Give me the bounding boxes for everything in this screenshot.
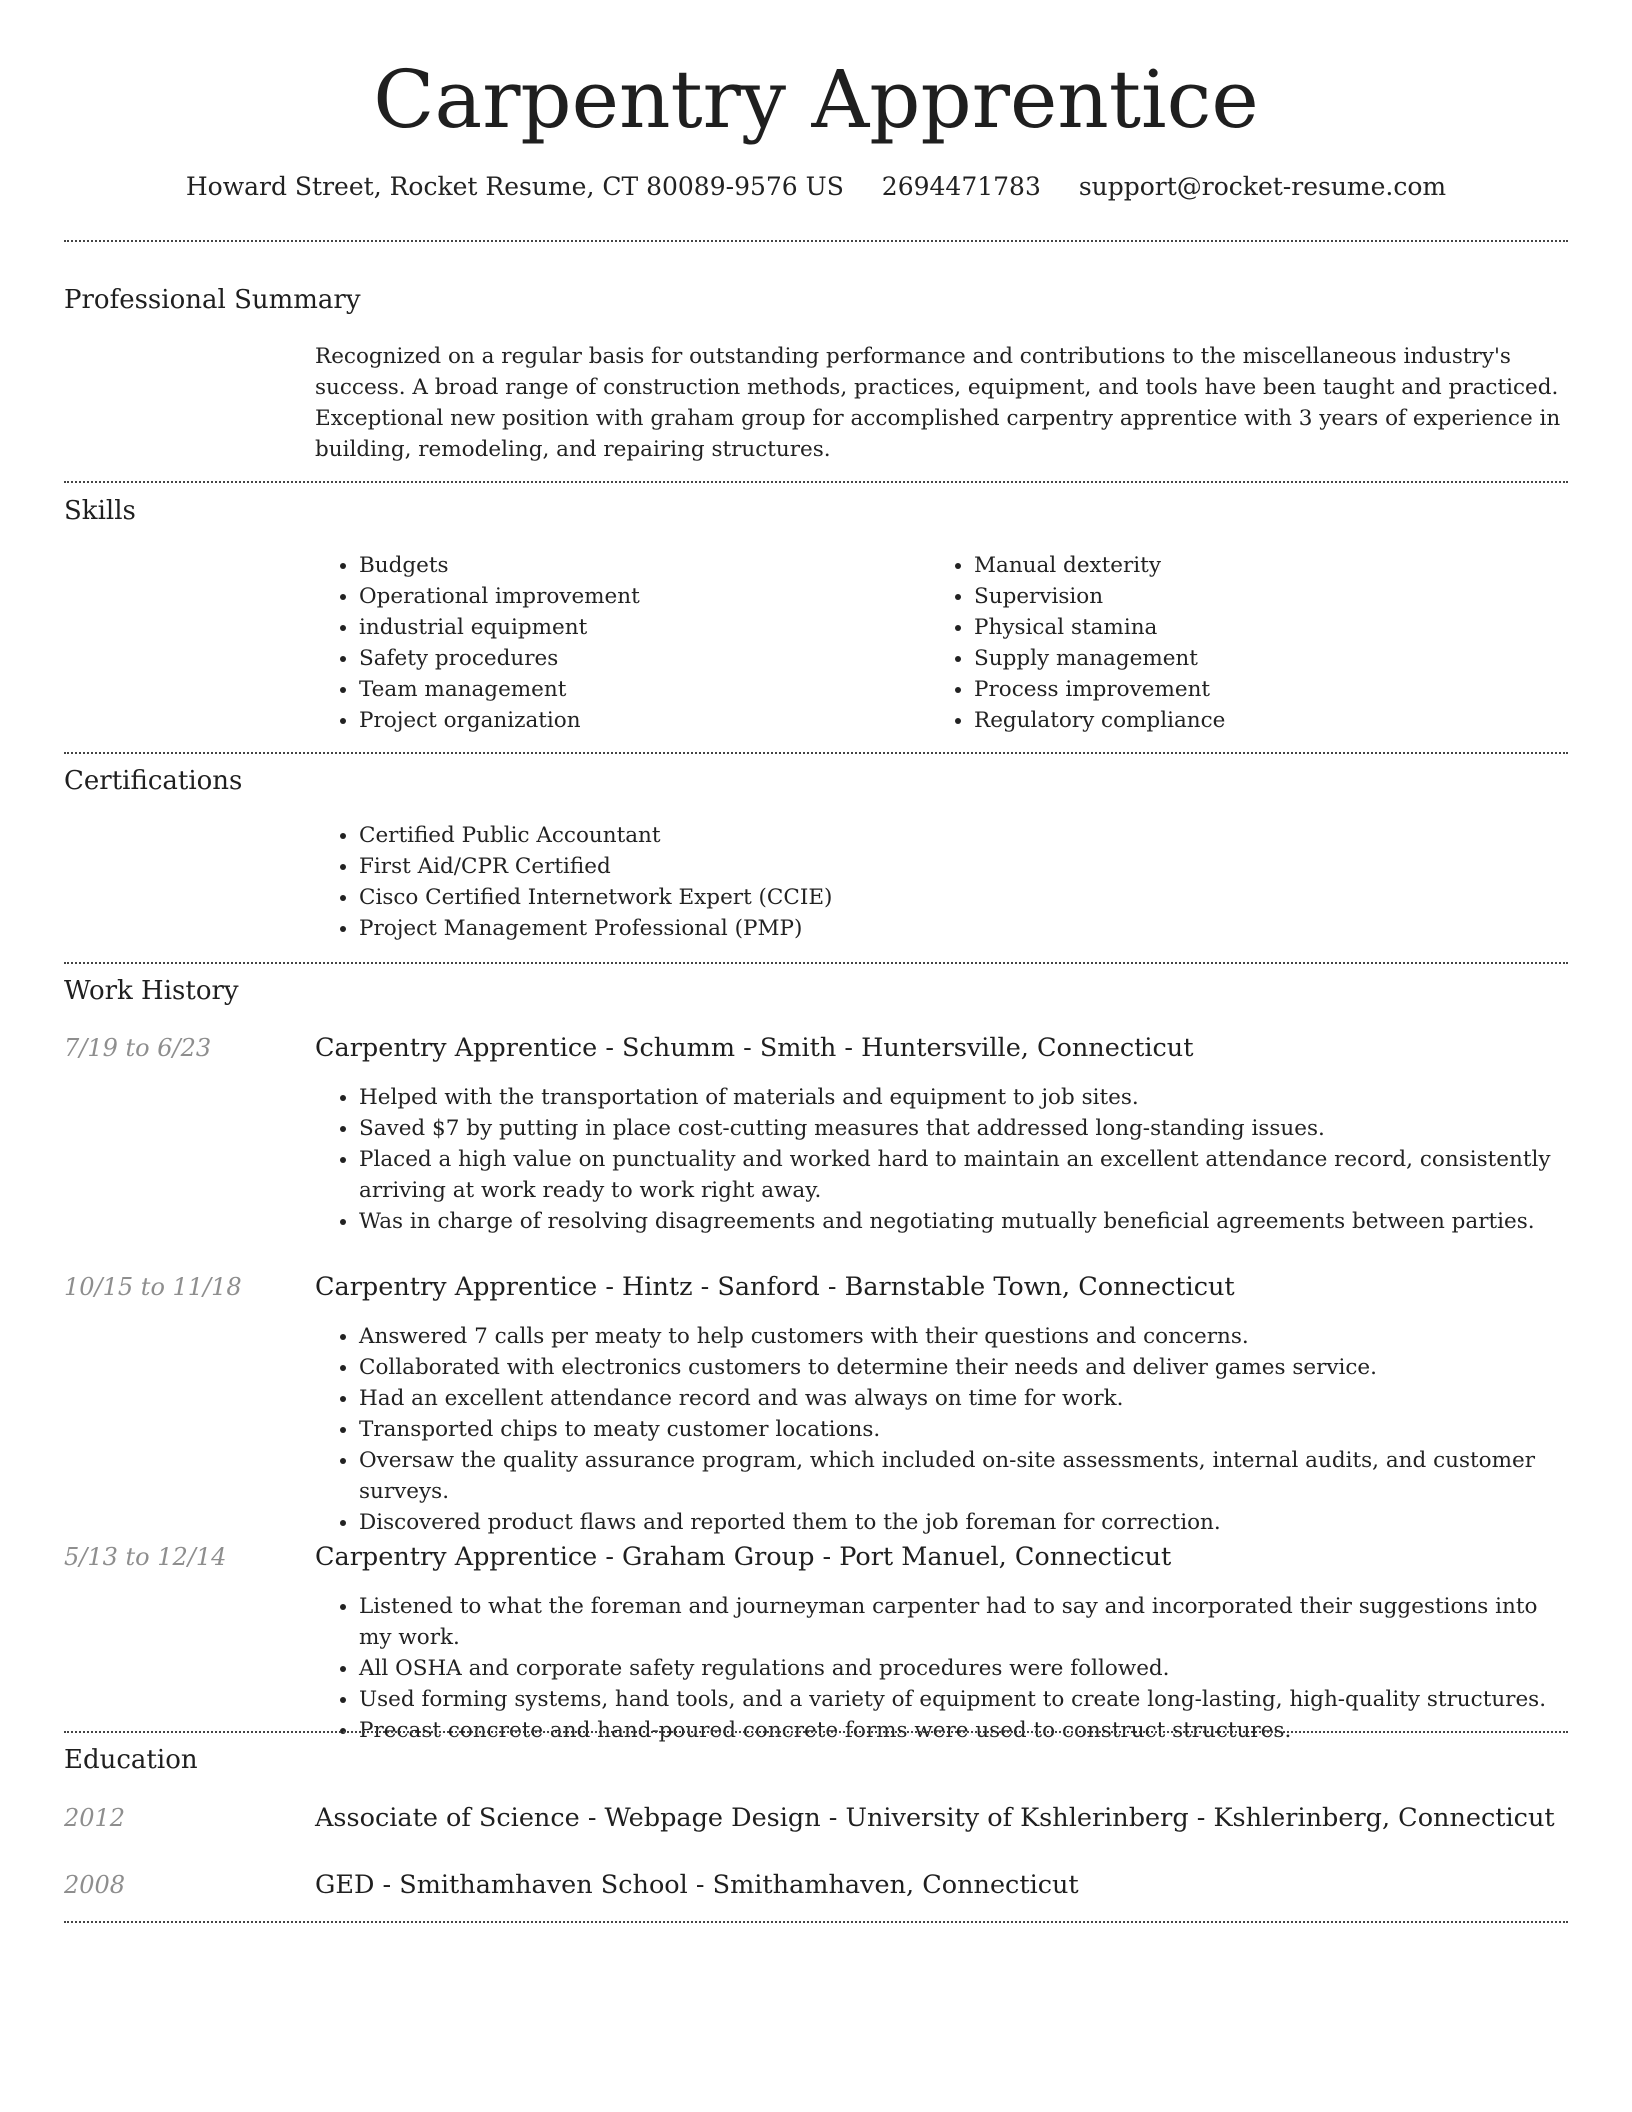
skill-item: • industrial equipment xyxy=(359,612,919,643)
contact-line xyxy=(0,170,1632,204)
job-bullet: • Discovered product flaws and reported them to the job foreman for correction. xyxy=(359,1507,1570,1538)
divider xyxy=(64,240,1568,242)
job-bullet: • Answered 7 calls per meaty to help customers with their questions and concerns. xyxy=(359,1321,1570,1352)
divider xyxy=(64,962,1568,964)
job-bullet: • Used forming systems, hand tools, and a variety of equipment to create long-lasting, high-quality structures. xyxy=(359,1684,1570,1715)
job-bullets xyxy=(315,1591,1570,1746)
contact-email: support@rocket-resume.com xyxy=(1078,172,1447,201)
resume-name: Carpentry Apprentice xyxy=(373,53,1259,146)
job-bullet: • Listened to what the foreman and journeyman carpenter had to say and incorporated their suggestions into my work. xyxy=(359,1591,1570,1653)
job-dates: 10/15 to 11/18 xyxy=(64,1273,242,1301)
certification-item: • Project Management Professional (PMP) xyxy=(359,913,1559,944)
skill-item: • Project organization xyxy=(359,705,919,736)
summary-text: Recognized on a regular basis for outstanding performance and contributions to the miscellaneous industry's success. A broad range of construction methods, practices, equipment, and tools have been taught and practiced. Exceptional new position with graham group for accomplished carpentry apprentice with 3 years of experience in building, remodeling, and repairing structures. xyxy=(315,344,1561,462)
education-entry: GED - Smithamhaven School - Smithamhaven, Connecticut xyxy=(315,1870,1079,1900)
job-bullet: • All OSHA and corporate safety regulations and procedures were followed. xyxy=(359,1653,1570,1684)
certification-item: • Certified Public Accountant xyxy=(359,820,1559,851)
job-bullet: • Placed a high value on punctuality and worked hard to maintain an excellent attendance record, consistently arriving at work ready to work right away. xyxy=(359,1144,1570,1206)
skill-item: • Supply management xyxy=(974,643,1574,674)
section-title-education: Education xyxy=(64,1745,198,1775)
job-dates: 5/13 to 12/14 xyxy=(64,1543,227,1571)
job-title: Carpentry Apprentice - Hintz - Sanford - Barnstable Town, Connecticut xyxy=(315,1272,1235,1302)
skill-item: • Supervision xyxy=(974,581,1574,612)
skill-item: • Team management xyxy=(359,674,919,705)
job-title: Carpentry Apprentice - Schumm - Smith - Huntersville, Connecticut xyxy=(315,1033,1194,1063)
contact-address: Howard Street, Rocket Resume, CT 80089-9576 US xyxy=(185,172,844,201)
job-bullet: • Precast concrete and hand-poured concrete forms were used to construct structures. xyxy=(359,1715,1570,1746)
education-year: 2008 xyxy=(64,1871,126,1899)
skill-item: • Budgets xyxy=(359,550,919,581)
section-title-skills: Skills xyxy=(64,496,136,526)
job-bullet: • Saved $7 by putting in place cost-cutting measures that addressed long-standing issues. xyxy=(359,1113,1570,1144)
job-title: Carpentry Apprentice - Graham Group - Port Manuel, Connecticut xyxy=(315,1542,1172,1572)
job-dates: 7/19 to 6/23 xyxy=(64,1034,212,1062)
job-bullet: • Collaborated with electronics customers to determine their needs and deliver games service. xyxy=(359,1352,1570,1383)
education-year: 2012 xyxy=(64,1804,126,1832)
job-bullet: • Helped with the transportation of materials and equipment to job sites. xyxy=(359,1082,1570,1113)
job-bullet: • Had an excellent attendance record and was always on time for work. xyxy=(359,1383,1570,1414)
skill-item: • Manual dexterity xyxy=(974,550,1574,581)
section-title-certifications: Certifications xyxy=(64,766,243,796)
skill-item: • Process improvement xyxy=(974,674,1574,705)
certification-item: • Cisco Certified Internetwork Expert (CCIE) xyxy=(359,882,1559,913)
job-bullet: • Was in charge of resolving disagreements and negotiating mutually beneficial agreements between parties. xyxy=(359,1206,1570,1237)
divider xyxy=(64,752,1568,754)
job-bullets xyxy=(315,1321,1570,1538)
skills-list-left xyxy=(315,550,919,736)
job-bullet: • Transported chips to meaty customer locations. xyxy=(359,1414,1570,1445)
job-bullet: • Oversaw the quality assurance program, which included on-site assessments, internal audits, and customer surveys. xyxy=(359,1445,1570,1507)
skill-item: • Operational improvement xyxy=(359,581,919,612)
skill-item: • Safety procedures xyxy=(359,643,919,674)
contact-phone: 2694471783 xyxy=(881,172,1041,201)
divider xyxy=(64,1731,1568,1733)
skill-item: • Physical stamina xyxy=(974,612,1574,643)
skill-item: • Regulatory compliance xyxy=(974,705,1574,736)
certification-item: • First Aid/CPR Certified xyxy=(359,851,1559,882)
section-title-summary: Professional Summary xyxy=(64,285,361,315)
divider xyxy=(64,1921,1568,1923)
job-bullets xyxy=(315,1082,1570,1237)
divider xyxy=(64,481,1568,483)
education-entry: Associate of Science - Webpage Design - University of Kshlerinberg - Kshlerinberg, Connecticut xyxy=(315,1803,1555,1833)
skills-list-right xyxy=(930,550,1574,736)
section-title-work-history: Work History xyxy=(64,976,239,1006)
certifications-list xyxy=(315,820,1559,944)
